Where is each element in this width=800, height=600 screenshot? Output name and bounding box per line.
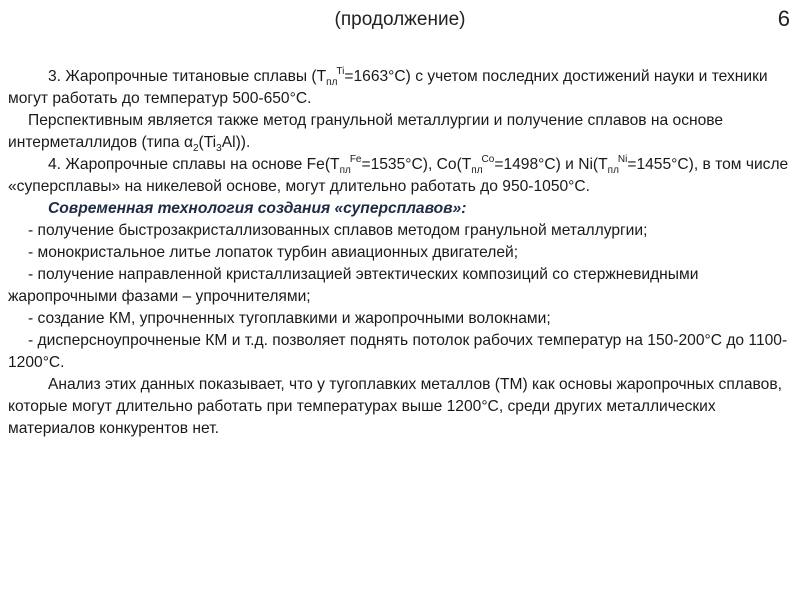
subscript-index: 2: [192, 143, 199, 154]
superscript-element: Fe: [349, 154, 362, 165]
text-run: =1535°С), Co(Т: [361, 156, 472, 173]
section-subheading: Современная технология создания «суперсплавов»:: [48, 200, 467, 217]
subscript-melting: пл: [326, 77, 338, 88]
text-run: =1498°С) и Ni(Т: [494, 156, 608, 173]
paragraph-titanium-alloys: [8, 66, 792, 110]
text-run: Al)).: [221, 134, 251, 151]
list-item: - получение направленной кристаллизацией эвтектических композиций со стержневидными жаропрочными фазами – упрочнителями;: [8, 266, 699, 305]
text-run: =1663°С) с учетом последних достижений науки и техники могут работать до температур 500-650°С.: [8, 68, 768, 107]
paragraph-granule-metallurgy: [8, 110, 792, 154]
text-run: 4. Жаропрочные сплавы на основе Fe(Т: [48, 156, 340, 173]
list-item: - монокристальное литье лопаток турбин авиационных двигателей;: [28, 244, 519, 261]
text-run: 3. Жаропрочные титановые сплавы (Т: [48, 68, 327, 85]
list-item: - создание КМ, упрочненных тугоплавкими и жаропрочными волокнами;: [28, 310, 551, 327]
paragraph-heat-resistant-alloys: [8, 154, 792, 198]
subscript-melting: пл: [339, 165, 351, 176]
list-item: - получение быстрозакристаллизованных сплавов методом гранульной металлургии;: [28, 222, 648, 239]
text-run: (Ti: [198, 134, 217, 151]
subscript-melting: пл: [607, 165, 619, 176]
list-item: - дисперсноупрочненые КМ и т.д. позволяет поднять потолок рабочих температур на 150-200°С до 1100-1200°С.: [8, 332, 788, 371]
superscript-element: Co: [481, 154, 495, 165]
subscript-melting: пл: [471, 165, 483, 176]
paragraph-conclusion: Анализ этих данных показывает, что у тугоплавких металлов (ТМ) как основы жаропрочных сплавов, которые могут длительно работать при температурах выше 1200°С, среди других металлических материалов конкурентов нет.: [8, 376, 782, 437]
slide-title: (продолжение): [334, 9, 466, 30]
text-run: =1455°С), в том числе «суперсплавы» на никелевой основе, могут длительно работать до 950-1050°С.: [8, 156, 789, 195]
subscript-index: 3: [216, 143, 222, 154]
page-number: 6: [777, 6, 790, 31]
superscript-element: Ti: [336, 66, 345, 77]
text-run: Перспективным является также метод гранульной металлургии и получение сплавов на основе интерметаллидов (типа α: [8, 112, 724, 151]
slide-body: [8, 66, 792, 440]
superscript-element: Ni: [617, 154, 628, 165]
